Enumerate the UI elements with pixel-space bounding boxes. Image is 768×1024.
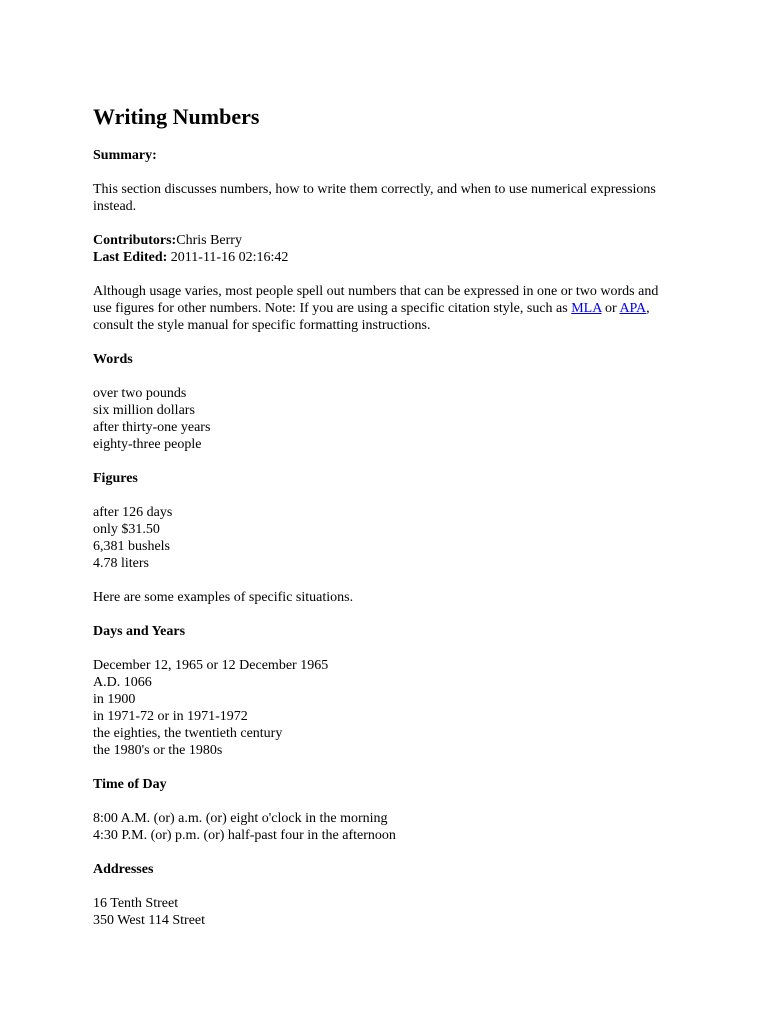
figures-list xyxy=(93,504,678,572)
page-title: Writing Numbers xyxy=(93,104,260,129)
list-item: A.D. 1066 xyxy=(93,675,152,690)
contributors-line xyxy=(93,232,678,249)
list-item: only $31.50 xyxy=(93,522,160,537)
apa-link[interactable]: APA xyxy=(619,301,647,316)
intro-text-or: or xyxy=(601,301,620,316)
list-item: in 1900 xyxy=(93,692,136,707)
intro-text-part1: Although usage varies, most people spell out numbers that can be expressed in one or two words and use figures for other numbers. Note: If you are using a specific citation style, such as xyxy=(93,284,659,316)
days-years-list xyxy=(93,657,678,759)
last-edited-value: 2011-11-16 02:16:42 xyxy=(167,250,289,265)
days-years-heading: Days and Years xyxy=(93,624,186,639)
summary-label: Summary: xyxy=(93,148,157,163)
list-item: 4.78 liters xyxy=(93,556,149,571)
last-edited-line xyxy=(93,249,678,266)
list-item: in 1971-72 or in 1971-1972 xyxy=(93,709,248,724)
list-item: 6,381 bushels xyxy=(93,539,170,554)
list-item: 8:00 A.M. (or) a.m. (or) eight o'clock in the morning xyxy=(93,811,388,826)
list-item: 4:30 P.M. (or) p.m. (or) half-past four in the afternoon xyxy=(93,828,396,843)
list-item: six million dollars xyxy=(93,403,195,418)
time-of-day-heading: Time of Day xyxy=(93,777,167,792)
list-item: the 1980's or the 1980s xyxy=(93,743,223,758)
list-item: eighty-three people xyxy=(93,437,202,452)
words-heading: Words xyxy=(93,352,133,367)
contributors-label: Contributors: xyxy=(93,233,177,248)
contributors-value: Chris Berry xyxy=(176,233,242,248)
words-list xyxy=(93,385,678,453)
last-edited-label: Last Edited: xyxy=(93,250,168,265)
list-item: after thirty-one years xyxy=(93,420,211,435)
figures-heading: Figures xyxy=(93,471,138,486)
addresses-heading: Addresses xyxy=(93,862,154,877)
time-of-day-list xyxy=(93,810,678,844)
summary-text: This section discusses numbers, how to write them correctly, and when to use numerical expressions instead. xyxy=(93,182,656,214)
addresses-list xyxy=(93,895,678,929)
intro-text-part2: , consult the style manual for specific formatting instructions. xyxy=(93,301,650,333)
list-item: 350 West 114 Street xyxy=(93,913,206,928)
list-item: December 12, 1965 or 12 December 1965 xyxy=(93,658,329,673)
list-item: the eighties, the twentieth century xyxy=(93,726,283,741)
list-item: over two pounds xyxy=(93,386,187,401)
list-item: after 126 days xyxy=(93,505,173,520)
examples-text: Here are some examples of specific situations. xyxy=(93,590,354,605)
list-item: 16 Tenth Street xyxy=(93,896,179,911)
mla-link[interactable]: MLA xyxy=(571,301,602,316)
intro-paragraph xyxy=(93,283,678,334)
